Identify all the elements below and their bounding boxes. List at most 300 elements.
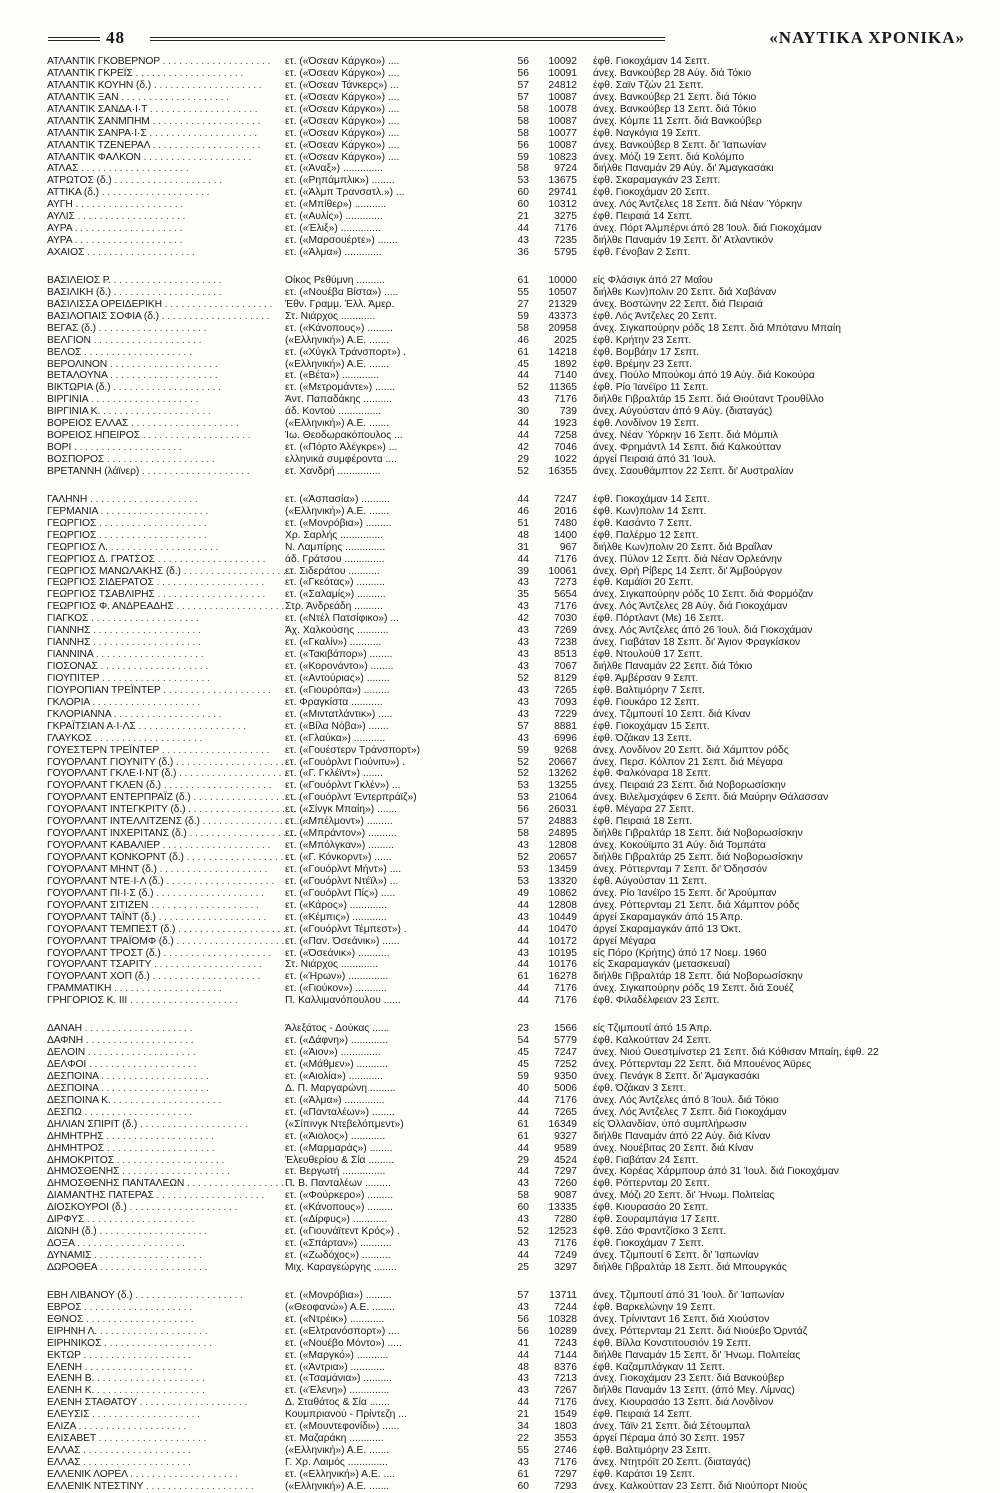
ship-name: ΕΛΕΝΗ Β. . . . . . . . . . . . . . . . . . . . .: [47, 1373, 205, 1385]
tonnage: 2016: [554, 505, 577, 517]
build-year: 57: [517, 91, 529, 103]
build-year: 54: [517, 1035, 529, 1047]
tonnage: 21329: [548, 298, 577, 310]
ship-name: ΑΤΛΑΝΤΙΚ ΓΚΟΒΕΡΝΟΡ . . . . . . . . . . . . . . . . . . . .: [47, 56, 271, 67]
ship-name: ΓΕΩΡΓΙΟΣ ΣΙΔΕΡΑΤΟΣ . . . . . . . . . . . . . . . . . . . .: [47, 577, 265, 589]
build-year: 52: [517, 465, 529, 477]
table-row: [47, 685, 967, 697]
ship-owner: ετ. («Σαλαμίς») ..........: [285, 589, 386, 601]
ship-name: ΑΤΛΑΝΤΙΚ ΚΟΥΗΝ (δ.) . . . . . . . . . . . . . . . . . . . .: [47, 79, 262, 91]
ship-name: ΕΛΛΕΝΙΚ ΝΤΕΣΤΙΝΥ . . . . . . . . . . . . . . . . . . . .: [47, 1480, 254, 1492]
table-row: [47, 1107, 967, 1119]
ship-owner: ετ. («Μονρόβια») .........: [285, 1289, 392, 1301]
ship-name: ΑΤΛΑΝΤΙΚ ΣΑΝΔΑ·Ι·Τ . . . . . . . . . . . . . . . . . . . .: [47, 103, 258, 115]
ship-position: διήλθε Παναμάν 15 Σεπτ. δι' Ήνωμ. Πολιτείας: [593, 1349, 801, 1361]
ship-name: ΔΩΡΟΘΕΑ . . . . . . . . . . . . . . . . . . . .: [47, 1261, 208, 1273]
build-year: 44: [517, 1166, 529, 1178]
ship-name: ΒΑΣΙΛΙΚΗ (δ.) . . . . . . . . . . . . . . . . . . . .: [47, 286, 222, 298]
ship-position: άνεχ. Ρόττερνταμ 21 Σεπτ. διά Νιούεβο Όρντάζ: [593, 1325, 808, 1337]
ship-owner: («Ελληνική») Α.Ε. .......: [285, 358, 390, 370]
tonnage: 7176: [554, 553, 577, 565]
ship-owner: ετ. («Όσεαν Κάργκο») ....: [285, 139, 400, 151]
table-row: [47, 128, 967, 140]
ship-name: ΓΑΛΗΝΗ . . . . . . . . . . . . . . . . . . . .: [47, 493, 198, 505]
ship-position: άνεχ. Βοστώνην 22 Σεπτ. διά Πειραιά: [593, 298, 763, 310]
build-year: 49: [517, 887, 529, 899]
ship-position: άνεχ. Τζιμπουτί άπό 31 Ίουλ. δι' Ίαπωνίαν: [593, 1289, 785, 1301]
ship-position: έφθ. Γιοκοχάμαν 7 Σεπτ.: [593, 1238, 704, 1250]
build-year: 61: [517, 274, 529, 286]
ship-position: άνεχ. Πούλο Μπούκομ άπό 19 Αύγ. διά Κοκούρα: [593, 370, 815, 382]
build-year: 60: [517, 199, 529, 211]
build-year: 43: [517, 1178, 529, 1190]
ship-name: ΒΟΡΕΙΟΣ ΕΛΛΑΣ . . . . . . . . . . . . . . . . . . . .: [47, 418, 239, 430]
build-year: 43: [517, 911, 529, 923]
ship-owner: ετ. («Αυλίς») .............: [285, 211, 383, 223]
ship-name: ΕΛΕΝΗ Κ. . . . . . . . . . . . . . . . . . . . .: [47, 1385, 205, 1397]
ship-position: έφθ. Καζαμπλάγκαν 11 Σεπτ.: [593, 1361, 725, 1373]
build-year: 43: [517, 394, 529, 406]
table-row: [47, 625, 967, 637]
ship-position: έφθ. Σάο Φραντζίσκο 3 Σεπτ.: [593, 1226, 727, 1238]
build-year: 43: [517, 1385, 529, 1397]
ship-owner: ετ. («Άντρια») ............: [285, 1361, 385, 1373]
ship-owner: Χρ. Σαρλής ...............: [285, 529, 384, 541]
ship-owner: ετ. («Άιον») ..............: [285, 1047, 381, 1059]
tonnage: 13459: [548, 863, 577, 875]
ship-name: ΑΥΡΑ . . . . . . . . . . . . . . . . . . . .: [47, 223, 183, 235]
build-year: 60: [517, 187, 529, 199]
tonnage: 5654: [554, 589, 577, 601]
ship-position: έφθ. Φαλκόναρα 18 Σεπτ.: [593, 768, 711, 780]
ship-name: ΓΟΥΟΡΛΑΝΤ ΜΗΝΤ (δ.) . . . . . . . . . . . . . . . . . . . .: [47, 863, 268, 875]
ship-owner: ετ. («Μαργκό») ...........: [285, 1349, 389, 1361]
ship-position: έφθ. Λονδίνον 19 Σεπτ.: [593, 418, 700, 430]
table-row: [47, 816, 967, 828]
table-row: [47, 418, 967, 430]
build-year: 57: [517, 79, 529, 91]
table-row: [47, 187, 967, 199]
ship-owner: Π. Καλλιμανόπουλου ......: [285, 995, 401, 1007]
ship-owner: ετ. («Παν. Όσεάνικ») ......: [285, 935, 400, 947]
ship-position: άνεχ. Σιγκαπούρην ρόδς 18 Σεπτ. διά Μπότανυ Μπαίη: [593, 322, 841, 334]
tonnage: 9589: [554, 1142, 577, 1154]
ship-position: είς Τζιμπουτί άπό 15 Άπρ.: [593, 1023, 712, 1035]
ship-name: ΒΡΕΤΑΝΝΗ (λάϊνερ) . . . . . . . . . . . . . . . . . . . .: [47, 465, 250, 477]
table-row: [47, 1083, 967, 1095]
tonnage: 7067: [554, 661, 577, 672]
build-year: 58: [517, 828, 529, 840]
table-row: [47, 697, 967, 709]
ship-name: ΒΕΤΑΛΟΥΝΑ . . . . . . . . . . . . . . . . . . . .: [47, 370, 218, 382]
tonnage: 10000: [548, 274, 577, 286]
ship-position: έφθ. Κρήτην 23 Σεπτ.: [593, 334, 692, 346]
ship-name: ΕΛΕΥΣΙΣ . . . . . . . . . . . . . . . . . . . .: [47, 1409, 200, 1421]
ship-position: άνεχ. Περσ. Κόλπον 21 Σεπτ. διά Μέγαρα: [593, 756, 783, 768]
table-row: [47, 1385, 967, 1397]
ship-name: ΕΛΙΣΑΒΕΤ . . . . . . . . . . . . . . . . . . . .: [47, 1433, 207, 1445]
table-row: [47, 530, 967, 542]
table-row: [47, 506, 967, 518]
table-row: [47, 780, 967, 792]
tonnage: 24883: [548, 816, 577, 828]
build-year: 44: [517, 983, 529, 995]
ship-owner: ετ. («Γλαύκα») ...........: [285, 732, 386, 744]
tonnage: 7258: [554, 430, 577, 442]
table-row: [47, 828, 967, 840]
ship-position: έφθ. Γιουκάρο 12 Σεπτ.: [593, 696, 700, 708]
tonnage: 1803: [554, 1421, 577, 1433]
ship-position: άνεχ. Τζιμπουτί 10 Σεπτ. διά Κίναν: [593, 708, 751, 720]
ship-name: ΒΕΛΓΙΟΝ . . . . . . . . . . . . . . . . . . . .: [47, 334, 202, 346]
table-row: [47, 601, 967, 613]
build-year: 59: [517, 1070, 529, 1082]
tonnage: 7265: [554, 684, 577, 696]
table-row: [47, 924, 967, 936]
table-row: [47, 140, 967, 152]
build-year: 34: [517, 1421, 529, 1433]
tonnage: 10195: [548, 947, 577, 959]
build-year: 43: [517, 235, 529, 247]
table-row: [47, 864, 967, 876]
table-row: [47, 948, 967, 960]
ship-name: ΑΥΡΑ . . . . . . . . . . . . . . . . . . . .: [47, 235, 183, 247]
ship-owner: ετ. Φραγκίστα ...........: [285, 696, 383, 708]
tonnage: 8129: [554, 672, 577, 684]
tonnage: 10087: [548, 139, 577, 151]
tonnage: 10061: [548, 565, 577, 577]
tonnage: 7244: [554, 1301, 577, 1313]
ship-name: ΓΟΥΟΡΛΑΝΤ ΤΑΪΝΤ (δ.) . . . . . . . . . . . . . . . . . . . .: [47, 911, 267, 923]
ship-position: διήλθε Κων)πολιν 20 Σεπτ. διά Χαβάναν: [593, 286, 777, 298]
build-year: 42: [517, 613, 529, 625]
tonnage: 7176: [554, 394, 577, 406]
build-year: 27: [517, 298, 529, 310]
ship-name: ΒΙΡΓΙΝΙΑ Κ. . . . . . . . . . . . . . . . . . . . .: [47, 406, 211, 418]
tonnage: 3297: [554, 1261, 577, 1273]
table-row: [47, 1226, 967, 1238]
ship-position: έφθ. Καράτσι 19 Σεπτ.: [593, 1468, 695, 1480]
tonnage: 7297: [554, 1166, 577, 1178]
build-year: 43: [517, 684, 529, 696]
table-row: [47, 56, 967, 68]
ship-owner: ετ. («Δίρφυς») ............: [285, 1214, 388, 1226]
tonnage: 13711: [549, 1289, 577, 1301]
build-year: 45: [517, 1047, 529, 1059]
ship-name: ΓΟΥΟΡΛΑΝΤ ΚΟΝΚΟΡΝΤ (δ.) . . . . . . . . . . . . . . . . . . . .: [47, 852, 295, 863]
build-year: 43: [517, 1457, 529, 1468]
tonnage: 8881: [554, 720, 577, 732]
tonnage: 7176: [554, 1457, 577, 1468]
table-row: [47, 1059, 967, 1071]
tonnage: 7293: [554, 1480, 577, 1492]
table-row: [47, 1457, 967, 1469]
ship-name: ΓΕΩΡΓΙΟΣ . . . . . . . . . . . . . . . . . . . .: [47, 517, 207, 529]
ship-name: ΒΑΣΙΛΙΣΣΑ ΟΡΕΙΔΕΡΙΚΗ . . . . . . . . . . . . . . . . . . . .: [47, 298, 273, 310]
ship-name: ΓΟΥΟΡΛΑΝΤ ΓΚΛΕ·Ι·ΝΤ (δ.) . . . . . . . . . . . . . . . . . . . .: [47, 768, 287, 780]
ship-position: άργεί Σκαραμαγκάν άπό 13 Όκτ.: [593, 923, 741, 935]
build-year: 25: [517, 1261, 529, 1273]
build-year: 61: [517, 346, 529, 358]
tonnage: 7280: [554, 1214, 577, 1226]
table-row: [47, 852, 967, 864]
ship-position: είς Πόρο (Κρήτης) άπό 17 Νοεμ. 1960: [593, 947, 767, 959]
ship-name: ΑΧΑΙΟΣ . . . . . . . . . . . . . . . . . . . .: [47, 247, 195, 258]
ship-owner: ετ. («Γιούκον») ...........: [285, 983, 387, 995]
build-year: 43: [517, 625, 529, 637]
ship-owner: ετ. («Μάθμεν») ...........: [285, 1059, 388, 1070]
table-row: [47, 104, 967, 116]
table-row: [47, 757, 967, 769]
ship-name: ΔΑΝΑΗ . . . . . . . . . . . . . . . . . . . .: [47, 1023, 193, 1035]
build-year: 36: [517, 247, 529, 258]
ship-owner: ετ. («Αντούριας») ........: [285, 672, 390, 684]
ship-owner: ετ. («Άιολος») ............: [285, 1130, 386, 1142]
ship-name: ΓΟΥΟΡΛΑΝΤ ΙΝΤΕΓΚΡΙΤΥ (δ.) . . . . . . . . . . . . . . . . . . . .: [47, 804, 296, 816]
ship-owner: Άντ. Παπαδάκης ..........: [285, 394, 392, 406]
ship-owner: ετ. («Μετρομάντε») .......: [285, 382, 396, 394]
build-year: 48: [517, 529, 529, 541]
table-row: [47, 370, 967, 382]
ship-owner: ετ. («Μουντεφονίδι») ......: [285, 1421, 400, 1433]
ship-name: ΓΟΥΟΡΛΑΝΤ ΓΙΟΥΝΙΤΥ (δ.) . . . . . . . . . . . . . . . . . . . .: [47, 756, 284, 768]
table-row: [47, 995, 967, 1007]
table-row: [47, 745, 967, 757]
build-year: 52: [517, 1226, 529, 1238]
ship-name: ΓΟΥΟΡΛΑΝΤ ΤΕΜΠΕΣΤ (δ.) . . . . . . . . . . . . . . . . . . . .: [47, 923, 286, 935]
tonnage: 24895: [548, 828, 577, 840]
tonnage: 7229: [554, 708, 577, 720]
ship-name: ΕΛΛΑΣ . . . . . . . . . . . . . . . . . . . .: [47, 1445, 191, 1457]
ship-name: ΓΟΥΟΡΛΑΝΤ ΙΝΤΕΛΛΙΤΖΕΝΣ (δ.) . . . . . . . . . . . . . . . . . . . .: [47, 816, 311, 828]
ship-owner: ετ. («Μαρσουέρτε») .......: [285, 235, 398, 247]
ship-position: άνεχ. Ρόττερνταμ 22 Σεπτ. διά Μπουένος Άϋρες: [593, 1059, 812, 1070]
build-year: 59: [517, 744, 529, 756]
tonnage: 7243: [554, 1337, 577, 1349]
table-row: [47, 673, 967, 685]
ship-owner: ετ. («Ντρέικ») ............: [285, 1313, 385, 1325]
tonnage: 10862: [548, 887, 577, 899]
tonnage: 1566: [554, 1023, 577, 1035]
table-row: [47, 466, 967, 478]
ship-owner: ετ. («Έλενη») ..............: [285, 1385, 390, 1397]
ship-owner: ετ. («Έλιξ») ..............: [285, 223, 381, 235]
build-year: 52: [517, 852, 529, 863]
ship-name: ΓΙΟΥΡΟΠΙΑΝ ΤΡΕΪΝΤΕΡ . . . . . . . . . . . . . . . . . . . .: [47, 684, 271, 696]
table-row: [47, 577, 967, 589]
build-year: 44: [517, 1250, 529, 1261]
table-row: [47, 247, 967, 259]
tonnage: 7273: [554, 577, 577, 589]
table-row: [47, 68, 967, 80]
table-row: [47, 900, 967, 912]
ship-name: ΓΡΗΓΟΡΙΟΣ Κ. ΙΙΙ . . . . . . . . . . . . . . . . . . . .: [47, 995, 238, 1007]
tonnage: 7140: [554, 370, 577, 382]
tonnage: 10176: [548, 959, 577, 971]
ship-name: ΓΟΥΕΣΤΕΡΝ ΤΡΕΪΝΤΕΡ . . . . . . . . . . . . . . . . . . . .: [47, 744, 270, 756]
table-row: [47, 542, 967, 554]
ship-position: άνεχ. Μόζι 19 Σεπτ. διά Κολόμπο: [593, 151, 745, 163]
ship-owner: ετ. («Ντέλ Πατσίφικο») ...: [285, 613, 399, 625]
tonnage: 7480: [554, 517, 577, 529]
build-year: 45: [517, 1059, 529, 1070]
table-row: [47, 888, 967, 900]
table-row: [47, 1469, 967, 1481]
tonnage: 7176: [554, 995, 577, 1007]
ship-owner: ετ. («Ελτρανόσπορτ») ....: [285, 1325, 400, 1337]
ship-owner: ετ. («Γ. Γκλέϊντ») .......: [285, 768, 383, 780]
ship-owner: ετ. («Όσεαν Κάργκο») ....: [285, 127, 400, 139]
header-rule-right: [150, 37, 665, 41]
table-row: [47, 1035, 967, 1047]
ship-owner: ετ. («Όσεαν Κάργκο») ....: [285, 115, 400, 127]
table-row: [47, 1166, 967, 1178]
build-year: 43: [517, 732, 529, 744]
ship-owner: («Θεοφανώ») Α.Ε. ........: [285, 1301, 395, 1313]
ship-position: άνεχ. Βανκούβερ 8 Σεπτ. δι' Ίαπωνίαν: [593, 139, 767, 151]
table-row: [47, 1350, 967, 1362]
table-row: [47, 876, 967, 888]
ship-name: ΔΗΜΗΤΡΗΣ . . . . . . . . . . . . . . . . . . . .: [47, 1130, 214, 1142]
ship-owner: («Ελληνική») Α.Ε. .......: [285, 334, 390, 346]
table-row: [47, 1314, 967, 1326]
build-year: 43: [517, 601, 529, 613]
build-year: 31: [517, 541, 529, 553]
ship-owner: ετ. («Μονρόβια») .........: [285, 517, 392, 529]
build-year: 43: [517, 696, 529, 708]
ship-name: ΓΡΑΜΜΑΤΙΚΗ . . . . . . . . . . . . . . . . . . . .: [47, 983, 222, 995]
tonnage: 2746: [554, 1445, 577, 1457]
ship-name: ΕΛΕΝΗ ΣΤΑΘΑΤΟΥ . . . . . . . . . . . . . . . . . . . .: [47, 1397, 248, 1409]
ship-position: άνεχ. Θρή Ρίβερς 14 Σεπτ. δι' Άμβούργον: [593, 565, 783, 577]
build-year: 44: [517, 1142, 529, 1154]
build-year: 29: [517, 454, 529, 465]
tonnage: 24812: [548, 79, 577, 91]
ship-owner: Ίω. Θεοδωρακόπουλος ...: [285, 430, 403, 442]
table-row: [47, 359, 967, 371]
ship-name: ΓΕΡΜΑΝΙΑ . . . . . . . . . . . . . . . . . . . .: [47, 505, 209, 517]
tonnage: 7176: [554, 983, 577, 995]
ship-name: ΕΛΕΝΗ . . . . . . . . . . . . . . . . . . . .: [47, 1361, 193, 1373]
ship-name: ΓΟΥΟΡΛΑΝΤ ΓΚΛΕΝ (δ.) . . . . . . . . . . . . . . . . . . . .: [47, 780, 272, 792]
ship-position: έφθ. Άμβέρσαν 9 Σεπτ.: [593, 672, 699, 684]
ship-owner: ετ. («Τσαμάνια») ..........: [285, 1373, 392, 1385]
build-year: 56: [517, 804, 529, 816]
build-year: 44: [517, 1106, 529, 1118]
ship-owner: ετ. («Γουόρλντ Γιούνιτυ») .: [285, 756, 406, 768]
ship-name: ΔΑΦΝΗ . . . . . . . . . . . . . . . . . . . .: [47, 1035, 194, 1047]
table-row: [47, 1143, 967, 1155]
ship-name: ΕΚΤΩΡ . . . . . . . . . . . . . . . . . . . .: [47, 1349, 192, 1361]
ship-name: ΔΙΟΣΚΟΥΡΟΙ (δ.) . . . . . . . . . . . . . . . . . . . .: [47, 1202, 238, 1214]
ship-name: ΑΤΛΑΣ . . . . . . . . . . . . . . . . . . . .: [47, 163, 189, 175]
tonnage: 5795: [554, 247, 577, 258]
ship-position: άνεχ. Λός Άντζελες 18 Σεπτ. διά Νέαν Ύόρκην: [593, 199, 803, 211]
build-year: 58: [517, 163, 529, 175]
ship-name: ΑΤΛΑΝΤΙΚ ΤΖΕΝΕΡΑΛ . . . . . . . . . . . . . . . . . . . .: [47, 139, 261, 151]
tonnage: 16278: [548, 971, 577, 983]
ship-position: διήλθε Παναμάν άπό 22 Αύγ. διά Κίναν: [593, 1130, 771, 1142]
ship-name: ΒΕΡΟΛΙΝΟΝ . . . . . . . . . . . . . . . . . . . .: [47, 358, 218, 370]
tonnage: 7260: [554, 1178, 577, 1190]
ship-position: διήλθε Κων)πολιν 20 Σεπτ. διά Βραΐλαν: [593, 541, 773, 553]
ship-owner: ετ. («Γουόρλντ Τέμπεστ») .: [285, 923, 407, 935]
build-year: 22: [517, 1433, 529, 1445]
ship-position: άνεχ. Μόζι 20 Σεπτ. δι' Ήνωμ. Πολιτείας: [593, 1190, 775, 1202]
build-year: 44: [517, 959, 529, 971]
ship-name: ΒΑΣΙΛΟΠΑΙΣ ΣΟΦΙΑ (δ.) . . . . . . . . . . . . . . . . . . . .: [47, 310, 270, 322]
ship-owner: ετ. («Όσεαν Κάργκο») ....: [285, 56, 400, 67]
table-row: [47, 1155, 967, 1167]
table-row: [47, 223, 967, 235]
ship-owner: ετ. («Τακιβάπορ») ........: [285, 649, 393, 661]
ship-position: έφθ. Φιλαδέλφειαν 23 Σεπτ.: [593, 995, 720, 1007]
build-year: 44: [517, 1094, 529, 1106]
ship-name: ΓΕΩΡΓΙΟΣ ΤΣΑΒΛΙΡΗΣ . . . . . . . . . . . . . . . . . . . .: [47, 589, 266, 601]
table-row: [47, 1409, 967, 1421]
ship-name: ΒΟΣΠΟΡΟΣ . . . . . . . . . . . . . . . . . . . .: [47, 454, 215, 465]
tonnage: 43373: [548, 310, 577, 322]
table-row: [47, 936, 967, 948]
table-row: [47, 80, 967, 92]
tonnage: 12808: [548, 899, 577, 911]
table-row: [47, 661, 967, 673]
ship-owner: ετ. («Πανταλέων») ........: [285, 1106, 395, 1118]
ship-owner: ετ. («Κάνοπους») .........: [285, 322, 394, 334]
ship-position: άνεχ. Κορέας Χάρμπουρ άπό 31 Ίουλ. διά Γιοκοχάμαν: [593, 1166, 839, 1178]
ship-owner: ετ. («Γιουνάϊτεντ Κρός») .: [285, 1226, 400, 1238]
ship-owner: ετ. Βεργωτή ...............: [285, 1166, 386, 1178]
build-year: 61: [517, 1468, 529, 1480]
ship-position: έφθ. Πόρτλαντ (Με) 16 Σεπτ.: [593, 613, 724, 625]
build-year: 53: [517, 792, 529, 804]
build-year: 43: [517, 1373, 529, 1385]
ship-position: έφθ. Ναγκόγια 19 Σεπτ.: [593, 127, 701, 139]
ship-name: ΓΕΩΡΓΙΟΣ Φ. ΑΝΔΡΕΑΔΗΣ . . . . . . . . . . . . . . . . . . . .: [47, 601, 285, 613]
ship-position: άνεχ. Σιγκαπούρην ρόδς 10 Σεπτ. διά Φορμόζαν: [593, 589, 814, 601]
tonnage: 7176: [554, 1238, 577, 1250]
tonnage: 7046: [554, 442, 577, 454]
table-row: [47, 311, 967, 323]
tonnage: 10470: [548, 923, 577, 935]
build-year: 46: [517, 505, 529, 517]
table-row: [47, 733, 967, 745]
build-year: 43: [517, 947, 529, 959]
tonnage: 20958: [548, 322, 577, 334]
ship-position: άργεί Πειραιά άπό 31 Ίουλ.: [593, 454, 717, 465]
table-row: [47, 1421, 967, 1433]
ship-owner: ετ. («Όσεαν Κάργκο») ....: [285, 103, 400, 115]
ship-position: έφθ. Βίλλα Κονστιτουσιόν 19 Σεπτ.: [593, 1337, 752, 1349]
ship-name: ΓΕΩΡΓΙΟΣ ΜΑΝΩΛΑΚΗΣ (δ.) . . . . . . . . . . . . . . . . . . . .: [47, 565, 292, 577]
ship-position: άνεχ. Βανκούβερ 13 Σεπτ. διά Τόκιο: [593, 103, 757, 115]
ship-name: ΒΟΡΙ . . . . . . . . . . . . . . . . . . . .: [47, 442, 182, 454]
ship-owner: ετ. («Πόρτο Άλέγκρε») ...: [285, 442, 398, 454]
tonnage: 7269: [554, 625, 577, 637]
ship-position: έφθ. Γένοβαν 2 Σεπτ.: [593, 247, 691, 258]
build-year: 43: [517, 840, 529, 852]
tonnage: 9724: [554, 163, 577, 175]
tonnage: 7176: [554, 601, 577, 613]
build-year: 48: [517, 1361, 529, 1373]
tonnage: 13320: [548, 875, 577, 887]
build-year: 55: [517, 1445, 529, 1457]
table-row: [47, 235, 967, 247]
ship-position: άνεχ. Πύλον 12 Σεπτ. διά Νέαν Όρλεάνην: [593, 553, 782, 565]
build-year: 52: [517, 382, 529, 394]
ship-owner: ετ. («Άλμπ Τρανσατλ.») ...: [285, 187, 405, 199]
ship-position: διήλθε Παναμάν 29 Αύγ. δι' Άμαγκασάκι: [593, 163, 774, 175]
